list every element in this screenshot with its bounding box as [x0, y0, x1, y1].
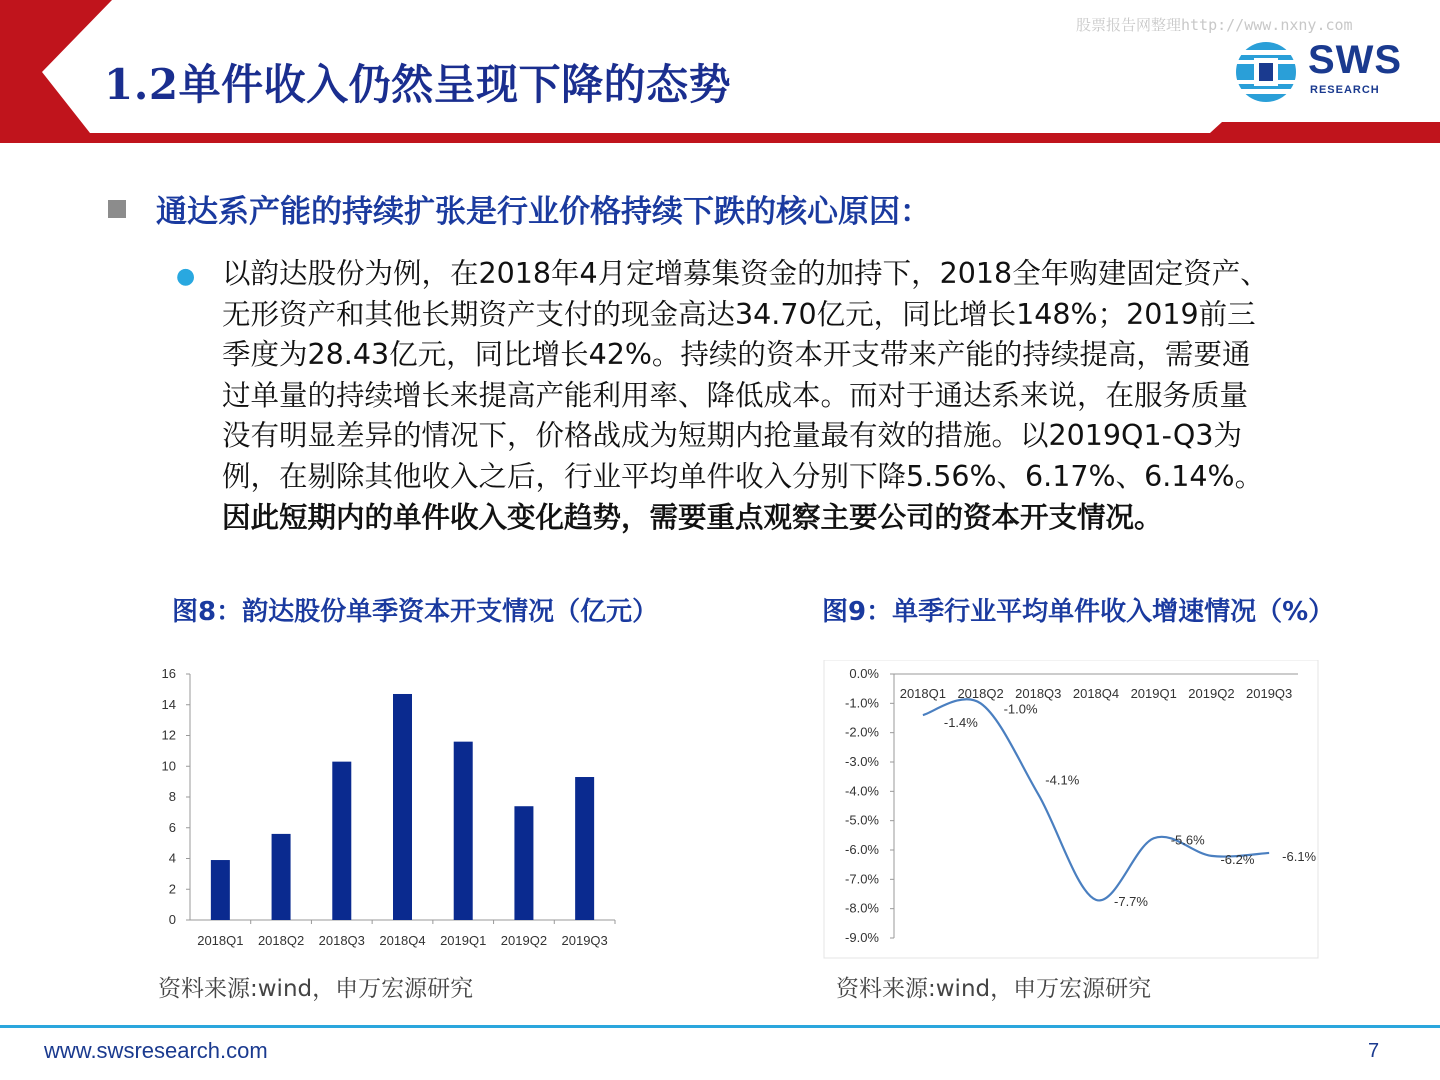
y-tick-label: 12 — [161, 727, 176, 743]
x-tick-label: 2018Q3 — [1015, 686, 1062, 701]
bar — [393, 694, 412, 920]
y-tick-label: 0 — [168, 912, 176, 927]
y-tick-label: -2.0% — [845, 724, 879, 740]
bar — [332, 762, 351, 920]
fig9-source: 资料来源:wind，申万宏源研究 — [836, 976, 1152, 1002]
x-tick-label: 2019Q3 — [561, 933, 608, 948]
bar — [575, 777, 594, 920]
data-label: -6.2% — [1220, 851, 1255, 867]
x-tick-label: 2018Q2 — [957, 686, 1004, 701]
fig8-source: 资料来源:wind，申万宏源研究 — [158, 976, 474, 1002]
y-tick-label: -4.0% — [845, 783, 879, 799]
x-tick-label: 2018Q4 — [379, 933, 426, 948]
paragraph-line: 例，在剔除其他收入之后，行业平均单件收入分别下降5.56%、6.17%、6.14%。 — [222, 459, 1264, 493]
bar — [211, 860, 230, 920]
y-tick-label: -8.0% — [845, 900, 879, 916]
paragraph-line: 无形资产和其他长期资产支付的现金高达34.70亿元，同比增长148%；2019前三 — [222, 297, 1256, 331]
x-tick-label: 2018Q4 — [1072, 686, 1120, 701]
logo-text: SWS — [1308, 38, 1403, 82]
paragraph-text — [222, 254, 1412, 538]
y-tick-label: 4 — [168, 850, 176, 866]
y-tick-label: -1.0% — [845, 695, 879, 711]
sws-logo — [1232, 40, 1412, 104]
watermark-text: 股票报告网整理http://www.nxny.com — [1076, 16, 1353, 34]
fig9-line-chart — [820, 660, 1320, 965]
bullet-dot-icon: ● — [176, 264, 196, 289]
paragraph-line: 没有明显差异的情况下，价格战成为短期内抢量最有效的措施。以2019Q1-Q3为 — [222, 419, 1242, 453]
y-tick-label: 8 — [168, 789, 176, 804]
globe-icon — [1232, 40, 1302, 104]
x-tick-label: 2019Q2 — [500, 933, 548, 948]
footer-url: www.swsresearch.com — [44, 1038, 268, 1063]
y-tick-label: 0.0% — [849, 666, 879, 681]
data-label: -5.6% — [1170, 832, 1205, 848]
y-tick-label: -3.0% — [845, 754, 879, 769]
section-heading-text: 通达系产能的持续扩张是行业价格持续下跌的核心原因： — [156, 194, 931, 230]
paragraph-line: 以韵达股份为例，在2018年4月定增募集资金的加持下，2018全年购建固定资产、 — [222, 257, 1269, 290]
page-title: 1.2单件收入仍然呈现下降的态势 — [104, 60, 732, 109]
data-label: -1.0% — [1003, 701, 1038, 717]
x-tick-label: 2019Q3 — [1246, 686, 1293, 701]
y-tick-label: 16 — [161, 666, 176, 681]
data-label: -7.7% — [1114, 893, 1148, 909]
fig8-title: 图8：韵达股份单季资本开支情况（亿元） — [172, 597, 659, 627]
chart-frame — [824, 660, 1318, 958]
page-number: 7 — [1368, 1040, 1380, 1062]
x-tick-label: 2018Q1 — [197, 933, 244, 948]
y-tick-label: 10 — [161, 758, 176, 774]
paragraph-line: 季度为28.43亿元，同比增长42%。持续的资本开支带来产能的持续提高，需要通 — [222, 338, 1251, 372]
y-tick-label: 2 — [168, 881, 176, 897]
paragraph-bold-line: 因此短期内的单件收入变化趋势，需要重点观察主要公司的资本开支情况。 — [222, 500, 1163, 534]
data-label: -1.4% — [943, 715, 978, 731]
y-tick-label: -7.0% — [845, 871, 879, 887]
logo-subtext: RESEARCH — [1310, 84, 1380, 96]
section-heading — [108, 186, 931, 231]
y-tick-label: 14 — [161, 696, 176, 712]
y-tick-label: 6 — [168, 819, 176, 835]
x-tick-label: 2018Q2 — [257, 933, 305, 948]
fig9-title: 图9：单季行业平均单件收入增速情况（%） — [822, 597, 1335, 627]
bar — [454, 742, 473, 920]
x-tick-label: 2018Q3 — [318, 933, 365, 948]
y-tick-label: -5.0% — [845, 812, 879, 828]
y-tick-label: -6.0% — [845, 842, 879, 857]
bar — [272, 834, 291, 920]
x-tick-label: 2019Q1 — [1130, 686, 1177, 701]
square-bullet-icon — [108, 200, 126, 218]
fig8-bar-chart — [140, 660, 640, 960]
data-label: -4.1% — [1045, 772, 1080, 788]
x-tick-label: 2018Q1 — [899, 686, 946, 701]
bar — [514, 806, 533, 920]
paragraph-line: 过单量的持续增长来提高产能利用率、降低成本。而对于通达系来说，在服务质量 — [222, 378, 1249, 412]
y-tick-label: -9.0% — [845, 930, 879, 945]
footer-divider — [0, 1025, 1440, 1028]
data-label: -6.1% — [1282, 848, 1317, 864]
x-tick-label: 2019Q1 — [440, 933, 487, 948]
x-tick-label: 2019Q2 — [1188, 686, 1235, 701]
